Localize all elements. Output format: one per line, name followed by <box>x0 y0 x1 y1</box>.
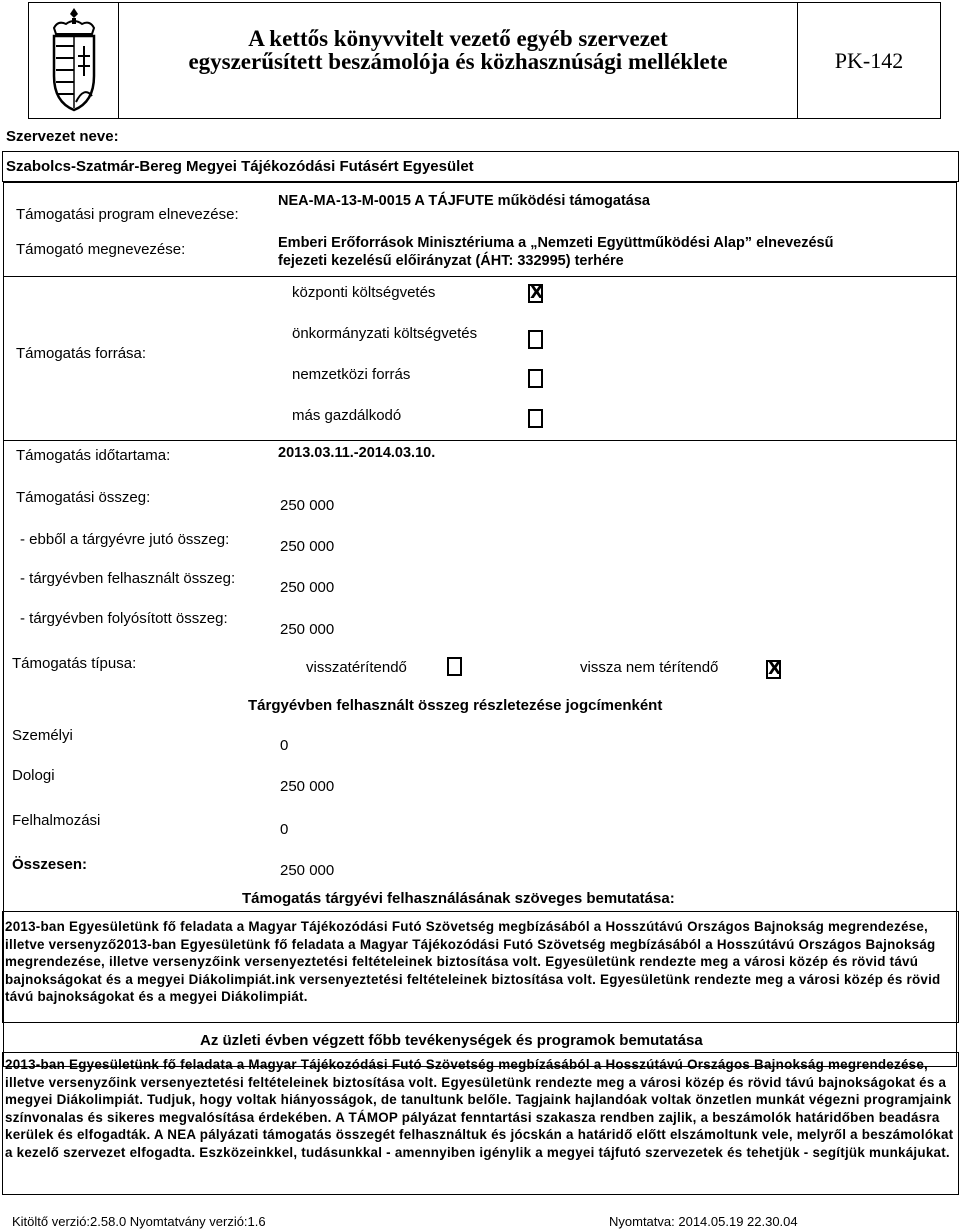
source-international-checkbox[interactable] <box>528 369 543 388</box>
program-value: NEA-MA-13-M-0015 A TÁJFUTE működési támogatása <box>278 193 650 209</box>
breakdown-total-value: 250 000 <box>280 862 335 879</box>
header-title-line1: A kettős könyvvitelt vezető egyéb szervezet <box>248 26 668 51</box>
type-nonrefundable-label: vissza nem térítendő <box>580 659 719 676</box>
year-amount-value: 250 000 <box>280 538 335 555</box>
source-label: Támogatás forrása: <box>16 345 147 362</box>
header-title-line2: egyszerűsített beszámolója és közhasznúsági melléklete <box>188 49 728 74</box>
source-option-label: központi költségvetés <box>292 284 436 301</box>
source-municipal-checkbox[interactable] <box>528 330 543 349</box>
type-nonrefundable-checkbox[interactable]: X <box>768 659 782 679</box>
source-option-label: önkormányzati költségvetés <box>292 325 478 342</box>
divider <box>3 440 957 441</box>
duration-value: 2013.03.11.-2014.03.10. <box>278 445 436 461</box>
activities-title: Az üzleti évben végzett főbb tevékenységek és programok bemutatása <box>200 1032 703 1049</box>
breakdown-row-label: Felhalmozási <box>12 812 101 829</box>
footer-printed: Nyomtatva: 2014.05.19 22.30.04 <box>609 1214 798 1229</box>
year-amount-label: - ebből a tárgyévre jutó összeg: <box>20 531 230 548</box>
provider-value-line1: Emberi Erőforrások Minisztériuma a „Nemzeti Együttműködési Alap” elnevezésű <box>278 235 834 251</box>
usage-text: 2013-ban Egyesületünk fő feladata a Magyar Tájékozódási Futó Szövetség megbízásából a Hosszútávú Országos Bajnokság megrendezése, illetve versenyző2013-ban Egyesületünk fő feladata a Magyar Tájékozódási Futó Szövetség megbízásából a Hosszútávú Országos Bajnokság megrendezése, illetve versenyzőink versenyeztetési feltételeinek biztosítása volt. Egyesületünk rendezte meg a városi közép és rövid távú bajnokságokat és a megyei Diákolimpiát.ink versenyeztetési feltételeinek biztosítása volt. Egyesületünk rendezte meg a városi közép és rövid távú bajnokságokat és a megyei Diákolimpiát. <box>5 919 941 1005</box>
provider-label: Támogató megnevezése: <box>16 241 186 258</box>
source-other-business-checkbox[interactable] <box>528 409 543 428</box>
source-option-label: más gazdálkodó <box>292 407 402 424</box>
paid-amount-value: 250 000 <box>280 621 335 638</box>
type-label: Támogatás típusa: <box>12 655 137 672</box>
source-central-checkbox[interactable]: X <box>530 283 544 303</box>
type-refundable-label: visszatérítendő <box>306 659 407 676</box>
amount-value: 250 000 <box>280 497 335 514</box>
duration-label: Támogatás időtartama: <box>16 447 171 464</box>
paid-amount-label: - tárgyévben folyósított összeg: <box>20 610 228 627</box>
breakdown-title: Tárgyévben felhasznált összeg részletezése jogcímenként <box>248 697 663 714</box>
breakdown-row-value: 250 000 <box>280 778 335 795</box>
breakdown-total-label: Összesen: <box>12 856 88 873</box>
coat-of-arms-icon <box>48 6 100 112</box>
activities-text: 2013-ban Egyesületünk fő feladata a Magyar Tájékozódási Futó Szövetség megbízásából a Hosszútávú Országos Bajnokság megrendezése, illetve versenyzőink versenyeztetési feltételeinek biztosítása volt. Egyesületünk rendezte meg a városi közép és rövid távú bajnokságokat és a megyei Diákolimpiát. Tudjuk, hogy voltak hiányosságok, de tanultunk belőle. Tagjaink hajlandóak voltak önzetlen munkát végezni programjaink színvonalas és sikeres megvalósítása érdekében. A TÁMOP pályázat fenntartási szakasza rendben zajlik, a beszámolók határidőben beadásra kerülek és elfogadták. A NEA pályázati támogatás összegét felhasználtuk és jócskán a határidő előtt elszámoltunk vele, melyről a beszámolókat a kezelő szervezet elfogadta. Eszközeinkkel, tudásunkkal - amennyiben igénylik a megyei tájfutó szervezetek és tehetjük - segítjük munkájukat. <box>5 1057 954 1160</box>
organization-name: Szabolcs-Szatmár-Bereg Megyei Tájékozódási Futásért Egyesület <box>6 158 474 175</box>
source-option-label: nemzetközi forrás <box>292 366 411 383</box>
amount-label: Támogatási összeg: <box>16 489 151 506</box>
breakdown-row-label: Személyi <box>12 727 73 744</box>
provider-value-line2: fejezeti kezelésű előirányzat (ÁHT: 332995) terhére <box>278 253 624 269</box>
footer-version: Kitöltő verzió:2.58.0 Nyomtatvány verzió:1.6 <box>12 1214 266 1229</box>
type-refundable-checkbox[interactable] <box>447 657 462 676</box>
used-amount-value: 250 000 <box>280 579 335 596</box>
breakdown-row-value: 0 <box>280 737 289 754</box>
program-label: Támogatási program elnevezése: <box>16 206 239 223</box>
organization-name-label: Szervezet neve: <box>6 128 119 145</box>
form-code: PK-142 <box>834 48 904 73</box>
breakdown-row-value: 0 <box>280 821 289 838</box>
used-amount-label: - tárgyévben felhasznált összeg: <box>20 570 236 587</box>
usage-title: Támogatás tárgyévi felhasználásának szöveges bemutatása: <box>242 890 675 907</box>
breakdown-row-label: Dologi <box>12 767 55 784</box>
